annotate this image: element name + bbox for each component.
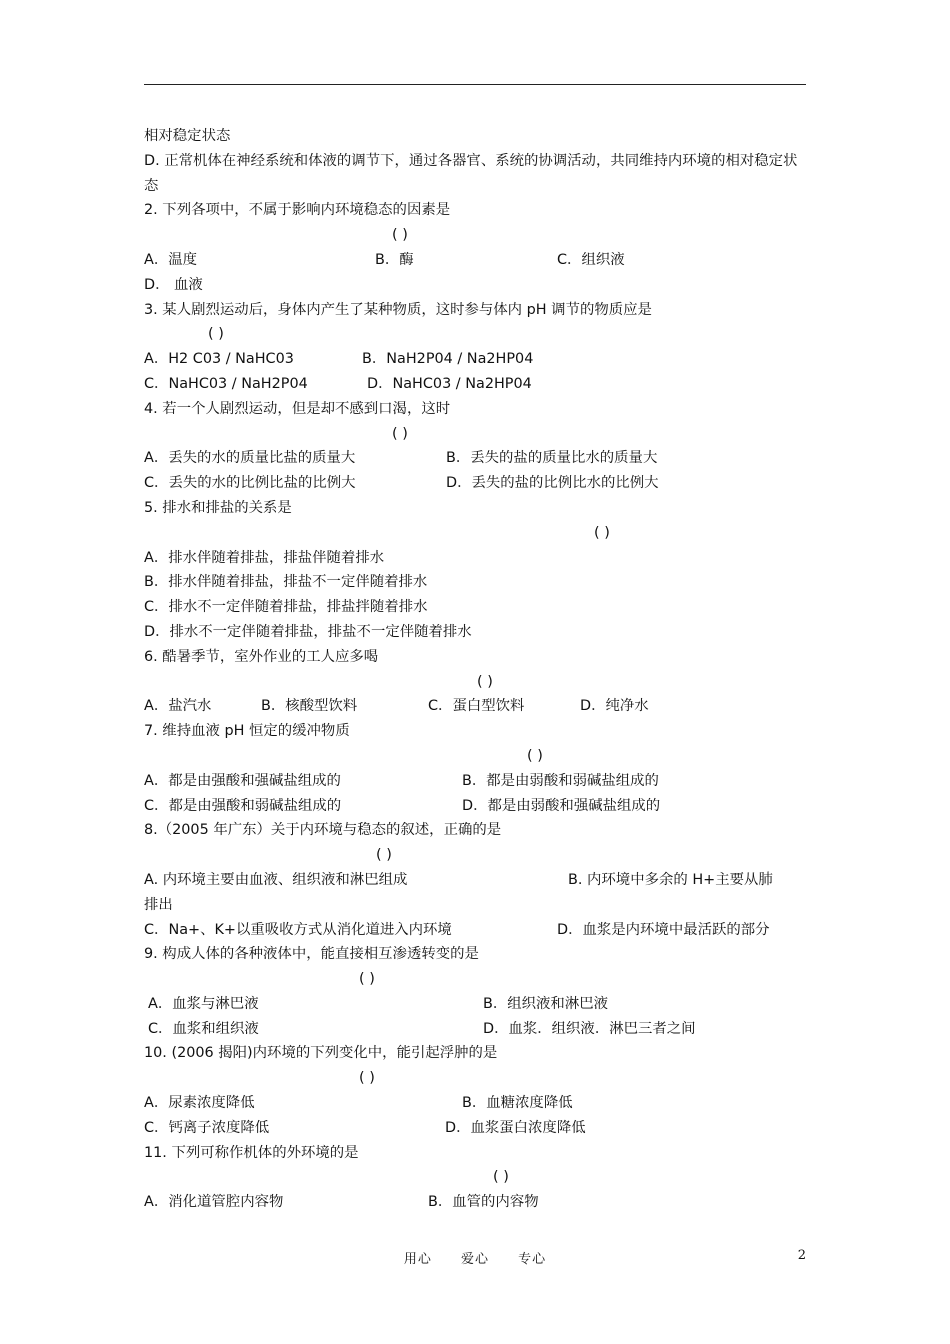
option-b: B．血糖浓度降低	[462, 1095, 573, 1112]
option-b: B．都是由弱酸和弱碱盐组成的	[462, 772, 659, 789]
option-c: C．血浆和组织液	[148, 1020, 259, 1037]
question-10-stem: 10. (2006 揭阳)内环境的下列变化中，能引起浮肿的是	[144, 1045, 498, 1062]
option-a: A．排水伴随着排盐，排盐伴随着排水	[144, 549, 385, 566]
option-a: A．消化道管腔内容物	[144, 1194, 284, 1211]
text-line: 相对稳定状态	[144, 128, 231, 144]
option-d: D．血浆．组织液．淋巴三者之间	[483, 1020, 696, 1037]
question-11-stem: 11. 下列可称作机体的外环境的是	[144, 1144, 359, 1161]
option-b-continued: 排出	[144, 896, 173, 913]
option-d: D．纯净水	[580, 698, 649, 715]
answer-blank: ( )	[594, 524, 610, 541]
option-d: D．丢失的盐的比例比水的比例大	[446, 475, 659, 492]
option-row	[144, 694, 808, 719]
option-row	[144, 446, 808, 471]
option-c: C．NaHC03 / NaH2P04	[144, 375, 308, 392]
option-a: A．尿素浓度降低	[144, 1095, 255, 1112]
option-d: D． 血液	[144, 276, 203, 293]
option-row	[144, 769, 808, 794]
option-b: B．排水伴随着排盐，排盐不一定伴随着排水	[144, 574, 428, 591]
option-b: B．丢失的盐的质量比水的质量大	[446, 450, 658, 467]
option-row	[144, 1116, 808, 1141]
option-row	[144, 992, 808, 1017]
question-6-stem: 6. 酷暑季节，室外作业的工人应多喝	[144, 648, 379, 665]
answer-blank: ( )	[392, 425, 408, 442]
option-c: C．丢失的水的比例比盐的比例大	[144, 475, 356, 492]
option-row	[144, 471, 808, 496]
option-d: D．血浆蛋白浓度降低	[445, 1119, 586, 1136]
document-body	[144, 124, 808, 1215]
option-c: C．组织液	[557, 251, 625, 268]
option-c: C．Na+、K+以重吸收方式从消化道进入内环境	[144, 921, 452, 938]
option-a: A．温度	[144, 251, 198, 268]
option-a: A．血浆与淋巴液	[148, 995, 259, 1012]
question-7-stem: 7. 维持血液 pH 恒定的缓冲物质	[144, 723, 350, 740]
option-b: B．组织液和淋巴液	[483, 995, 608, 1012]
option-c: C．都是由强酸和弱碱盐组成的	[144, 797, 342, 814]
question-3-stem: 3. 某人剧烈运动后，身体内产生了某种物质，这时参与体内 pH 调节的物质应是	[144, 301, 652, 318]
page-number: 2	[797, 1248, 806, 1263]
option-b: B．核酸型饮料	[261, 698, 358, 715]
option-d-text: D. 正常机体在神经系统和体液的调节下，通过各器官、系统的协调活动，共同维持内环境的相对稳定状态	[144, 152, 798, 194]
option-b: B．NaH2P04 / Na2HP04	[362, 351, 534, 368]
answer-blank: ( )	[359, 1070, 375, 1087]
page-footer	[0, 1248, 950, 1267]
footer-word: 爱心	[460, 1252, 489, 1267]
answer-blank: ( )	[477, 673, 493, 690]
option-row	[144, 372, 808, 397]
option-row	[144, 1017, 808, 1042]
option-a: A．丢失的水的质量比盐的质量大	[144, 450, 356, 467]
option-b: B．酶	[375, 251, 414, 268]
answer-blank: ( )	[376, 847, 392, 864]
option-row	[144, 794, 808, 819]
option-row	[144, 347, 808, 372]
option-a: A．盐汽水	[144, 698, 212, 715]
question-5-stem: 5. 排水和排盐的关系是	[144, 499, 292, 516]
option-c: C．钙离子浓度降低	[144, 1119, 270, 1136]
question-9-stem: 9. 构成人体的各种液体中，能直接相互渗透转变的是	[144, 946, 479, 963]
question-8-stem: 8.（2005 年广东）关于内环境与稳态的叙述，正确的是	[144, 822, 502, 839]
option-row	[144, 868, 808, 893]
option-row	[144, 1091, 808, 1116]
option-row	[144, 918, 808, 943]
option-a: A．H2 C03 / NaHC03	[144, 351, 294, 368]
answer-blank: ( )	[392, 227, 408, 244]
answer-blank: ( )	[527, 747, 543, 764]
answer-blank: ( )	[208, 326, 224, 343]
option-row	[144, 248, 808, 273]
option-d: D．排水不一定伴随着排盐，排盐不一定伴随着排水	[144, 623, 472, 640]
answer-blank: ( )	[359, 971, 375, 988]
option-a: A．都是由强酸和强碱盐组成的	[144, 772, 341, 789]
option-d: D．NaHC03 / Na2HP04	[367, 375, 532, 392]
header-rule	[144, 84, 806, 85]
question-2-stem: 2. 下列各项中，不属于影响内环境稳态的因素是	[144, 202, 451, 219]
option-d: D．血浆是内环境中最活跃的部分	[557, 921, 770, 938]
question-4-stem: 4. 若一个人剧烈运动，但是却不感到口渴，这时	[144, 400, 451, 417]
option-c: C．蛋白型饮料	[428, 698, 525, 715]
option-b: B．血管的内容物	[428, 1194, 539, 1211]
option-row	[144, 1190, 808, 1215]
footer-word: 专心	[518, 1252, 547, 1267]
footer-word: 用心	[403, 1252, 432, 1267]
option-a: A. 内环境主要由血液、组织液和淋巴组成	[144, 871, 408, 888]
option-d: D．都是由弱酸和强碱盐组成的	[462, 797, 661, 814]
option-c: C．排水不一定伴随着排盐，排盐拌随着排水	[144, 599, 428, 616]
answer-blank: ( )	[493, 1169, 509, 1186]
option-b: B. 内环境中多余的 H+主要从肺	[568, 871, 773, 888]
